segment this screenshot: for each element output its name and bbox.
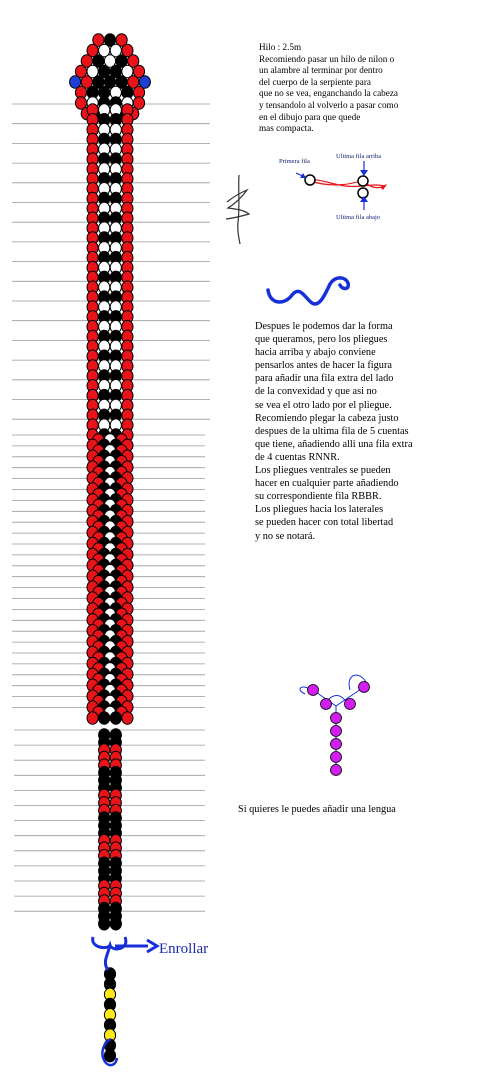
shaping-instructions-line: que queramos, pero los pliegues (255, 334, 388, 346)
shaping-instructions-line: Recomiendo plegar la cabeza justo (255, 412, 399, 424)
shaping-instructions-line: Los pliegues hacia los laterales (255, 504, 384, 516)
tongue-bead (345, 699, 356, 710)
shaping-instructions-line: que tiene, añadiendo alli una fila extra (255, 438, 413, 450)
tongue-bead (331, 726, 342, 737)
shaping-instructions-line: hacer en cualquier parte añadiendo (255, 478, 399, 490)
bead-ultima-arriba (358, 176, 368, 186)
body-bead (99, 712, 110, 725)
thread-instructions-line: mas compacta. (259, 123, 314, 134)
shaping-instructions-line: de la convexidad y que asi no (255, 386, 377, 398)
tongue-bead (331, 713, 342, 724)
enrollar-label: Enrollar (159, 941, 209, 957)
shaping-instructions-line: Despues le podemos dar la forma (255, 321, 393, 332)
thread-instructions-line: en el dibujo para que quede (259, 111, 361, 122)
shaping-instructions-line: hacia arriba y abajo conviene (255, 347, 376, 359)
label-ultima-arriba: Ultima fila arriba (336, 153, 382, 160)
shaping-instructions-line: se pueden hacer con total libertad (255, 517, 394, 529)
shaping-instructions-line: Los pliegues ventrales se pueden (255, 465, 391, 477)
thread-diagram (279, 153, 387, 221)
shaping-instructions (255, 320, 413, 543)
thread-instructions-line: que no se vea, enganchando la cabeza (259, 88, 399, 99)
thread-instructions-line: del cuerpo de la serpiente para (259, 76, 371, 87)
shaping-instructions-line: y no se notará. (255, 530, 316, 542)
body-bead (122, 712, 133, 725)
thread-path (307, 180, 385, 188)
thread-instructions-line: un alambre al terminar por dentro (259, 65, 383, 76)
snake-bead-pattern (70, 34, 151, 1062)
shaping-instructions-line: despues de la ultima fila de 5 cuentas (255, 425, 409, 437)
body-bead (110, 712, 121, 725)
label-primera-fila: Primera fila (279, 158, 310, 165)
tongue-diagram (300, 675, 369, 775)
tongue-note: Si quieres le puedes añadir una lengua (238, 804, 396, 815)
label-ultima-abajo: Ultima fila abajo (336, 214, 381, 221)
bead-ultima-abajo (358, 188, 368, 198)
bead-primera-fila (305, 175, 315, 185)
shape-squiggle (268, 278, 348, 304)
shaping-instructions-line: su correspondiente fila RBBR. (255, 491, 382, 503)
shaping-instructions-line: se vea el otro lado por el pliegue. (255, 399, 392, 411)
thread-instructions-line: Recomiendo pasar un hilo de nilon o (259, 53, 395, 64)
tongue-bead (331, 765, 342, 776)
tongue-bead (331, 752, 342, 763)
shaping-instructions-line: para añadir una fila extra del lado (255, 373, 394, 385)
tongue-bead (308, 685, 319, 696)
signature-scribble (226, 175, 249, 244)
enrollar-indicator (93, 937, 208, 970)
thread-instructions-line: y tensandolo al volverlo a pasar como (259, 99, 399, 110)
tongue-bead (359, 682, 370, 693)
tongue-bead (331, 739, 342, 750)
tail-bead (99, 917, 110, 930)
body-bead (87, 712, 98, 725)
thread-instructions-line: Hilo : 2.5m (259, 42, 302, 52)
tail-bead (110, 917, 121, 930)
thread-instructions (259, 42, 398, 135)
tongue-bead (321, 699, 332, 710)
shaping-instructions-line: de 4 cuentas RNNR. (255, 451, 340, 463)
shaping-instructions-line: pensarlos antes de hacer la figura (255, 360, 392, 372)
tip-bead (104, 1049, 115, 1062)
